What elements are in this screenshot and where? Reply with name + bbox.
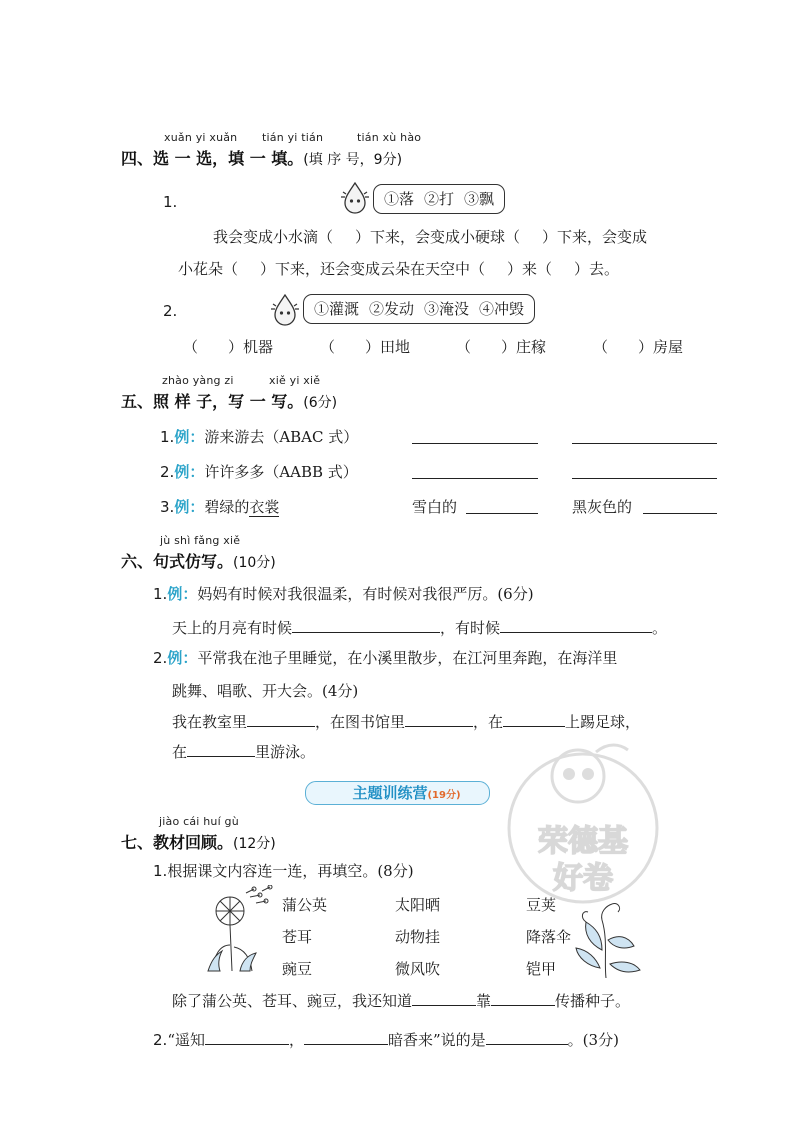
option-1: ①落 xyxy=(384,190,415,208)
pinyin-zhaoyangzi: zhào yàng zi xyxy=(162,374,234,387)
row-number: 1. xyxy=(160,428,175,446)
mid-item-2: 动物挂 xyxy=(395,928,441,946)
option-2: ②发动 xyxy=(369,300,415,318)
q1-sentence-line2 xyxy=(178,258,619,279)
right-item-2: 降落伞 xyxy=(526,928,572,946)
banner-score: (19分) xyxy=(427,790,461,801)
text-seg: 里游泳。 xyxy=(255,743,316,761)
water-drop-mascot-icon xyxy=(339,180,371,214)
left-item-1: 蒲公英 xyxy=(282,896,328,914)
option-3: ③淹没 xyxy=(424,300,470,318)
row-text-underlined: 衣裳 xyxy=(249,498,280,516)
text-seg: 小花朵（ xyxy=(178,260,239,278)
section-5-title: 五、照 样 子，写 一 写。 xyxy=(121,392,304,411)
text-seg: ）下来，会变成 xyxy=(542,228,648,246)
option-2: ②打 xyxy=(424,190,455,208)
s5-row-2 xyxy=(160,461,358,482)
right-item-3: 铠甲 xyxy=(526,960,557,978)
text-seg: 。 xyxy=(652,619,668,637)
q2-item-3: （ ）庄稼 xyxy=(456,338,547,356)
watermark-line1: 荣德基 xyxy=(538,824,628,859)
answer-line[interactable] xyxy=(491,991,555,1006)
text-seg: ， xyxy=(288,1031,304,1049)
section-4-heading xyxy=(121,146,402,169)
section-5-score: (6分) xyxy=(303,395,338,411)
row-text: 游来游去（ABAC 式） xyxy=(204,428,359,446)
q2-item-2: （ ）田地 xyxy=(320,338,411,356)
s6-q2-fill-line1 xyxy=(172,711,640,732)
q2-item-1: （ ）机器 xyxy=(183,338,274,356)
water-drop-mascot-icon xyxy=(269,292,301,326)
answer-line[interactable] xyxy=(205,1030,289,1045)
s7-q2 xyxy=(153,1029,619,1050)
pinyin-xuanyixuan: xuǎn yi xuǎn xyxy=(164,131,238,144)
row-text: 许许多多（AABB 式） xyxy=(204,463,358,481)
q-number: 1. xyxy=(153,585,168,603)
q-text: 平常我在池子里睡觉，在小溪里散步，在江河里奔跑，在海洋里 xyxy=(197,649,618,667)
answer-line[interactable] xyxy=(412,478,538,479)
answer-line[interactable] xyxy=(405,712,473,727)
q-text: 根据课文内容连一连，再填空。(8分) xyxy=(167,862,414,880)
text-seg: 靠 xyxy=(476,992,492,1010)
s5-row-1 xyxy=(160,426,358,447)
answer-line[interactable] xyxy=(643,513,717,514)
q1-sentence-line1 xyxy=(213,226,647,247)
answer-line[interactable] xyxy=(503,712,565,727)
q1-options-box xyxy=(373,184,505,214)
row-number: 2. xyxy=(160,463,175,481)
fill-prompt-1: 雪白的 xyxy=(412,498,458,516)
s6-q2-fill-line2 xyxy=(172,741,315,762)
text-seg: ，有时候 xyxy=(440,619,501,637)
watermark-line2: 好卷 xyxy=(553,861,613,896)
text-seg: ，在图书馆里 xyxy=(315,713,406,731)
text-seg: ）下来，还会变成云朵在天空中（ xyxy=(260,260,486,278)
example-label: 例： xyxy=(174,498,205,516)
text-seg: 天上的月亮有时候 xyxy=(172,619,293,637)
q-number: 1. xyxy=(153,862,168,880)
answer-line[interactable] xyxy=(466,513,538,514)
answer-line[interactable] xyxy=(412,991,476,1006)
theme-training-banner xyxy=(305,781,490,805)
banner-title: 主题训练营 xyxy=(352,784,428,802)
q-number: 2. xyxy=(153,1031,168,1049)
s7-q1 xyxy=(153,860,414,881)
text-seg: 。(3分) xyxy=(567,1031,619,1049)
text-seg: 除了蒲公英、苍耳、豌豆，我还知道 xyxy=(172,992,413,1010)
q2-number: 2. xyxy=(163,302,178,320)
answer-line[interactable] xyxy=(292,618,440,633)
left-item-2: 苍耳 xyxy=(282,928,313,946)
section-5-heading xyxy=(121,389,337,412)
answer-line[interactable] xyxy=(187,742,255,757)
pea-vine-illustration-icon xyxy=(566,900,648,980)
right-item-1: 豆荚 xyxy=(526,896,557,914)
example-label: 例： xyxy=(167,649,198,667)
answer-line[interactable] xyxy=(486,1030,568,1045)
left-item-3: 豌豆 xyxy=(282,960,313,978)
section-6-score: (10分) xyxy=(233,555,276,571)
s6-q1 xyxy=(153,583,534,604)
answer-line[interactable] xyxy=(572,478,717,479)
text-seg: ）去。 xyxy=(574,260,620,278)
text-seg: 我在教室里 xyxy=(172,713,248,731)
pinyin-jiaocaihuigu: jiào cái huí gù xyxy=(159,815,239,828)
option-4: ④冲毁 xyxy=(479,300,525,318)
s6-q1-fill xyxy=(172,617,667,638)
text-seg: 在 xyxy=(172,743,188,761)
answer-line[interactable] xyxy=(572,443,717,444)
text-seg: 暗香来”说的是 xyxy=(388,1031,486,1049)
text-seg: ）下来，会变成小硬球（ xyxy=(355,228,521,246)
text-seg: ，在 xyxy=(473,713,504,731)
text-seg: “遥知 xyxy=(167,1031,205,1049)
text-seg: 传播种子。 xyxy=(555,992,631,1010)
mid-item-1: 太阳晒 xyxy=(395,896,441,914)
section-6-title: 六、句式仿写。 xyxy=(121,552,234,571)
answer-line[interactable] xyxy=(304,1030,388,1045)
dandelion-illustration-icon xyxy=(200,885,280,977)
section-4-title: 四、选 一 选，填 一 填。 xyxy=(121,149,304,168)
answer-line[interactable] xyxy=(500,618,652,633)
s6-q2 xyxy=(153,647,617,668)
section-7-score: (12分) xyxy=(233,836,276,852)
fill-prompt-2: 黑灰色的 xyxy=(572,498,633,516)
text-seg: 我会变成小水滴（ xyxy=(213,228,334,246)
example-label: 例： xyxy=(174,463,205,481)
q-text: 妈妈有时候对我很温柔，有时候对我很严厉。(6分) xyxy=(197,585,534,603)
option-3: ③飘 xyxy=(464,190,495,208)
s5-row-3 xyxy=(160,496,279,517)
text-seg: 上踢足球， xyxy=(565,713,641,731)
pinyin-jushifangxie: jù shì fǎng xiě xyxy=(160,534,241,547)
s6-q2-text2: 跳舞、唱歌、开大会。(4分) xyxy=(172,682,359,700)
pinyin-tianxuhao: tián xù hào xyxy=(357,131,422,144)
answer-line[interactable] xyxy=(412,443,538,444)
watermark-logo xyxy=(498,736,668,911)
section-7-title: 七、教材回顾。 xyxy=(121,833,234,852)
option-1: ①灌溉 xyxy=(314,300,360,318)
answer-line[interactable] xyxy=(247,712,315,727)
section-6-heading xyxy=(121,549,276,572)
mid-item-3: 微风吹 xyxy=(395,960,441,978)
q2-item-4: （ ）房屋 xyxy=(593,338,684,356)
pinyin-tianyitian: tián yi tián xyxy=(262,131,324,144)
text-seg: ）来（ xyxy=(507,260,553,278)
row-text: 碧绿的 xyxy=(204,498,250,516)
example-label: 例： xyxy=(167,585,198,603)
q2-options-box xyxy=(303,294,535,324)
q-number: 2. xyxy=(153,649,168,667)
example-label: 例： xyxy=(174,428,205,446)
section-4-score: (填 序 号，9分) xyxy=(303,152,403,168)
row-number: 3. xyxy=(160,498,175,516)
section-7-heading xyxy=(121,830,276,853)
pinyin-xieyixie: xiě yi xiě xyxy=(269,374,321,387)
s7-q1-fill xyxy=(172,990,630,1011)
q1-number: 1. xyxy=(163,193,178,211)
